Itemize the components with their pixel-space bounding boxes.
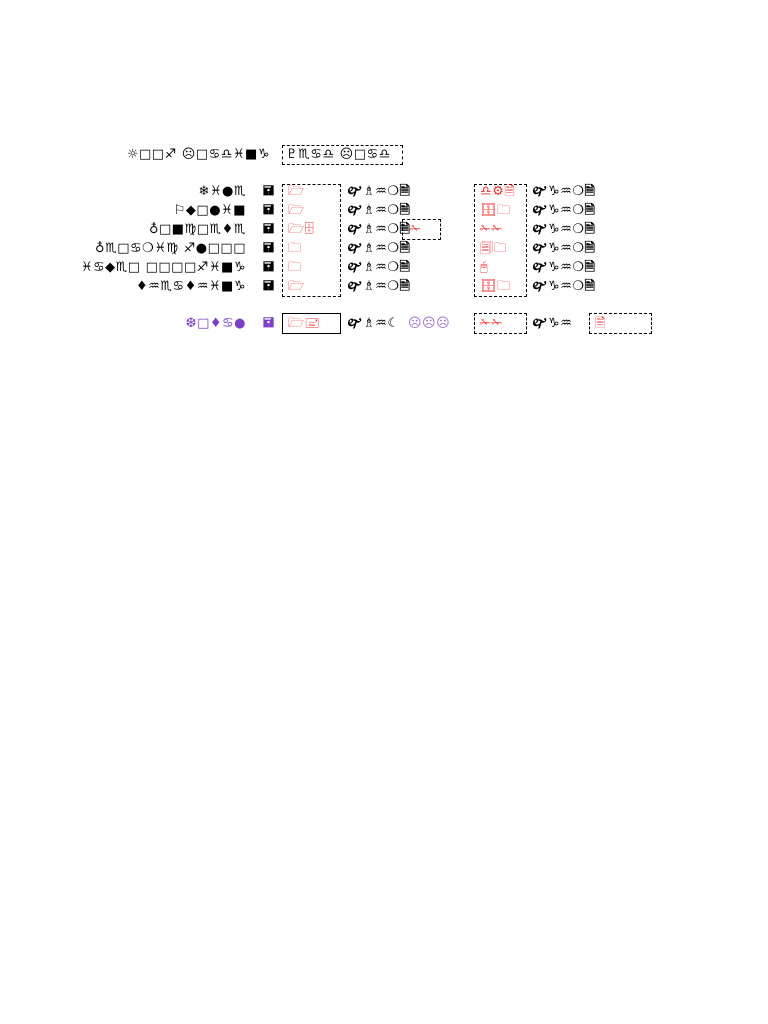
tool-icon: ♎⚙🗎 [480, 184, 516, 199]
scissors-icon: ✁ [410, 222, 422, 237]
save-icon: 🖬 [263, 203, 275, 218]
total-text-2: 🙰♑♒ [531, 316, 573, 331]
row-label: ♁♏□♋❍♓♍ ♐●□□□ [95, 241, 246, 256]
save-icon: 🖬 [263, 316, 275, 331]
row-label: ⚐◆□●♓■ [173, 203, 246, 218]
row-label: ♓♋◆♏□ □□□□♐♓■♑ [80, 260, 246, 275]
save-icon: 🖬 [263, 279, 275, 294]
row-label: ❄♓●♏ [198, 184, 246, 199]
scissors-pair-icon: ✁✁ [480, 222, 503, 237]
row-text-2: 🙰♑♒❍🗎 [531, 222, 596, 237]
documents-folder-icon: 🗐🗀 [480, 241, 507, 256]
folder-open-icon: 🗁 [288, 184, 305, 199]
total-label: ❆□♦♋● [185, 316, 246, 331]
mouse-icon: 🖰 [480, 260, 489, 275]
save-icon: 🖬 [263, 241, 275, 256]
folder-icon: 🗀 [288, 241, 302, 256]
row-text-2: 🙰♑♒❍🗎 [531, 203, 596, 218]
header-title: ☼□□♐ ☹□♋♎♓■♑ [126, 147, 270, 162]
row-text: 🙰♗♒❍🗎 [346, 184, 411, 199]
folder-mailbox-icon: 🗁🖃 [288, 316, 321, 331]
row-text: 🙰♗♒❍🗎 [346, 241, 411, 256]
scissors-pair-icon: ✁✁ [480, 316, 503, 331]
row-text-2: 🙰♑♒❍🗎 [531, 241, 596, 256]
row-text-2: 🙰♑♒❍🗎 [531, 184, 596, 199]
save-icon: 🖬 [263, 260, 275, 275]
folder-open-icon: 🗁 [288, 203, 305, 218]
header-tag: ♇♏♋♎ ☹□♋♎ [286, 147, 391, 162]
folder-open-icon: 🗁 [288, 279, 305, 294]
total-text: 🙰♗♒☾ [346, 316, 400, 331]
row-text: 🙰♗♒❍🗎 [346, 279, 411, 294]
row-text: 🙰♗♒❍🗎 [346, 222, 411, 237]
row-label: ♁□■♍□♏♦♏ [149, 222, 246, 237]
folder-icon: 🗀 [288, 260, 302, 275]
document-icon: 🗎 [595, 316, 606, 331]
save-icon: 🖬 [263, 184, 275, 199]
row-text: 🙰♗♒❍🗎 [346, 203, 411, 218]
frown-icons: ☹☹☹ [408, 316, 451, 331]
row-text-2: 🙰♑♒❍🗎 [531, 279, 596, 294]
cabinet-folder-icon: 🗄🗀 [480, 279, 511, 294]
save-icon: 🖬 [263, 222, 275, 237]
row-text-2: 🙰♑♒❍🗎 [531, 260, 596, 275]
row-text: 🙰♗♒❍🗎 [346, 260, 411, 275]
cabinet-folder-icon: 🗄🗀 [480, 203, 511, 218]
folder-cabinet-icon: 🗁🗄 [288, 222, 315, 237]
row-label: ♦♒♏♋♦♒♓■♑ [135, 279, 246, 294]
